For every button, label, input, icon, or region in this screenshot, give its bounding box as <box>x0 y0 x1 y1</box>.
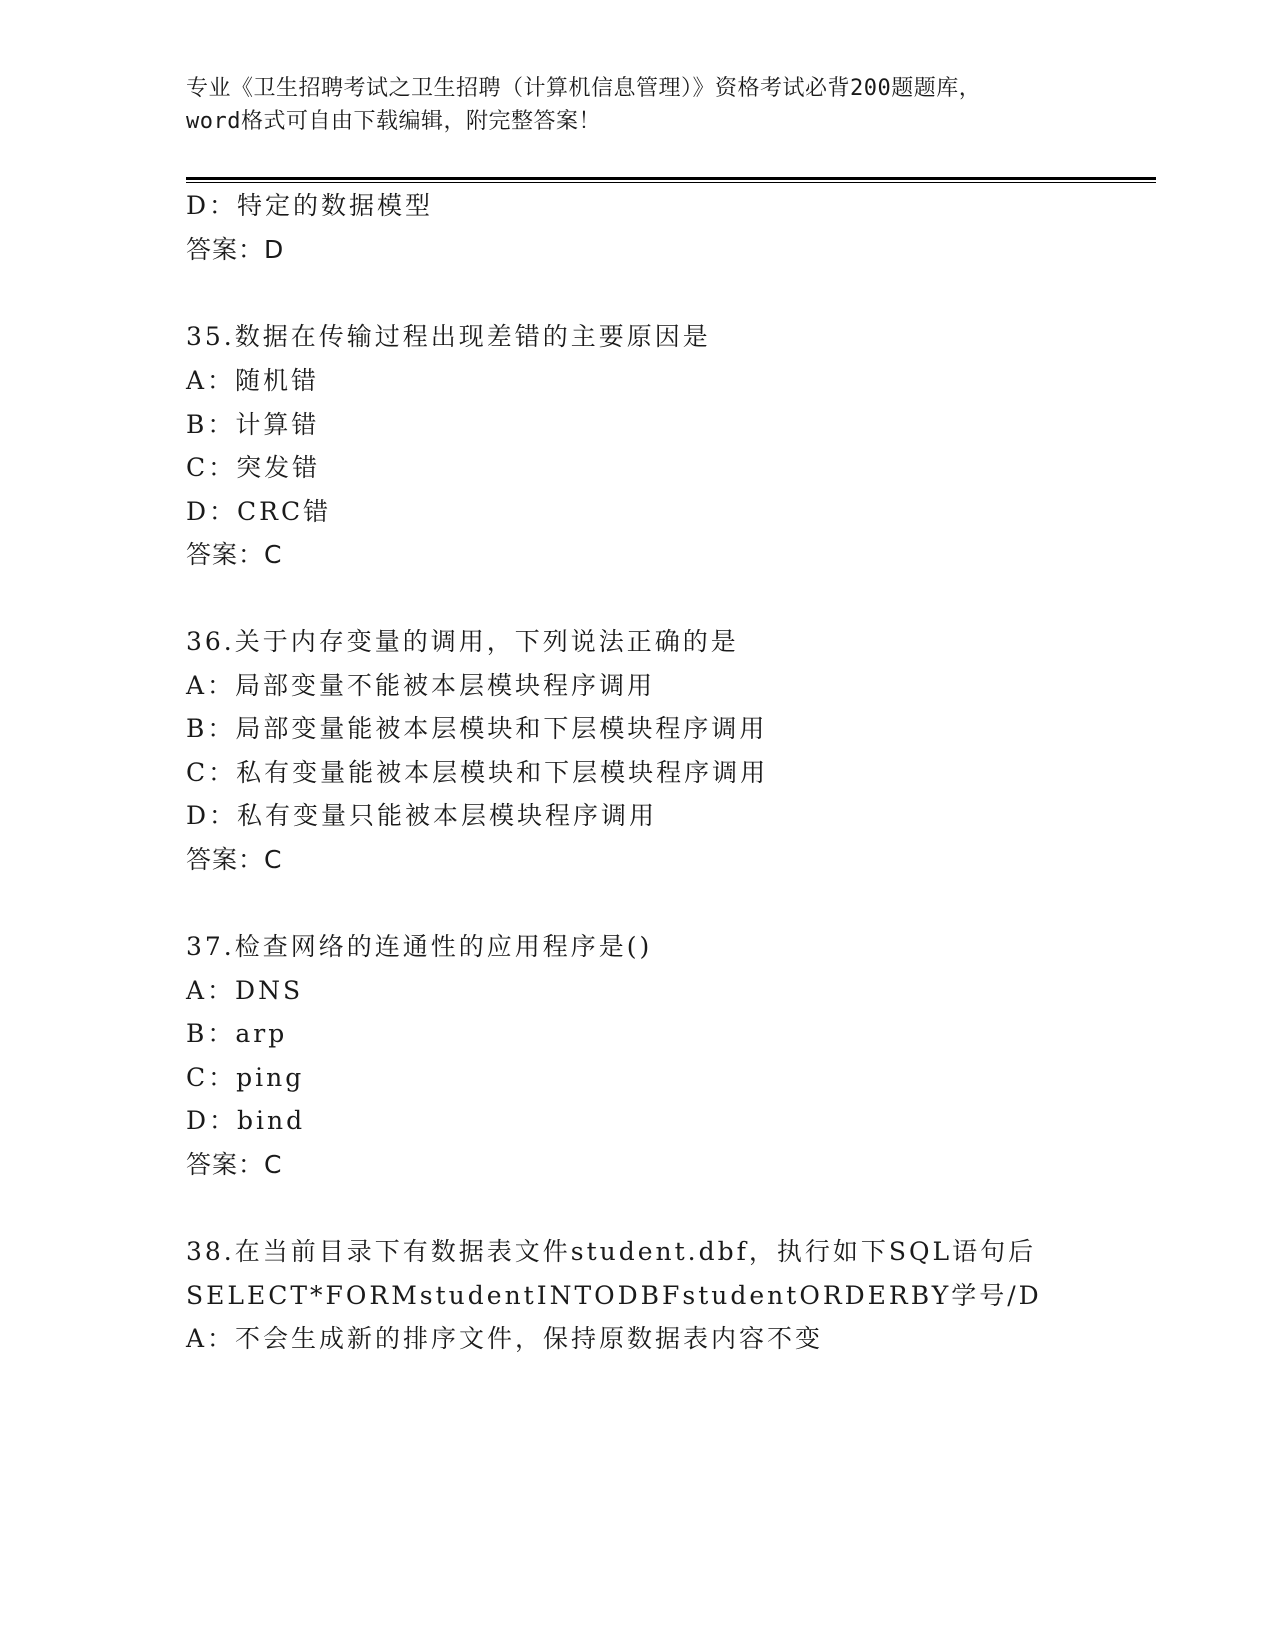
question-35-stem: 35.数据在传输过程出现差错的主要原因是 <box>186 322 711 351</box>
prev-answer: 答案：D <box>186 235 285 264</box>
question-37-option-c: C：ping <box>186 1063 305 1092</box>
header-divider-thin <box>186 182 1156 183</box>
question-37-option-d: D：bind <box>186 1106 306 1135</box>
question-35-option-d: D：CRC错 <box>186 497 332 526</box>
question-35-answer: 答案：C <box>186 540 283 569</box>
question-36-option-d: D：私有变量只能被本层模块程序调用 <box>186 801 658 830</box>
question-37-option-b: B：arp <box>186 1019 288 1048</box>
prev-option-d: D：特定的数据模型 <box>186 191 434 220</box>
header-line-2: word格式可自由下载编辑，附完整答案！ <box>186 109 601 134</box>
question-35-option-b: B：计算错 <box>186 410 320 439</box>
question-36-option-a: A：局部变量不能被本层模块程序调用 <box>186 671 656 700</box>
question-38-option-a: A：不会生成新的排序文件，保持原数据表内容不变 <box>186 1324 824 1353</box>
question-38-stem-sql: SELECT*FORMstudentINTODBFstudentORDERBY学号/D <box>186 1281 1042 1310</box>
question-37-stem: 37.检查网络的连通性的应用程序是() <box>186 932 653 961</box>
question-37-answer: 答案：C <box>186 1150 283 1179</box>
document-header <box>186 72 1086 138</box>
question-36-stem: 36.关于内存变量的调用，下列说法正确的是 <box>186 627 739 656</box>
header-line-1: 专业《卫生招聘考试之卫生招聘（计算机信息管理）》资格考试必背200题题库， <box>186 76 982 101</box>
header-divider-thick <box>186 177 1156 180</box>
question-38-stem: 38.在当前目录下有数据表文件student.dbf，执行如下SQL语句后 <box>186 1237 1037 1266</box>
question-36-answer: 答案：C <box>186 845 283 874</box>
question-36-option-b: B：局部变量能被本层模块和下层模块程序调用 <box>186 714 768 743</box>
question-36-option-c: C：私有变量能被本层模块和下层模块程序调用 <box>186 758 769 787</box>
question-35-option-a: A：随机错 <box>186 366 320 395</box>
question-35-option-c: C：突发错 <box>186 453 321 482</box>
question-37-option-a: A：DNS <box>186 976 304 1005</box>
